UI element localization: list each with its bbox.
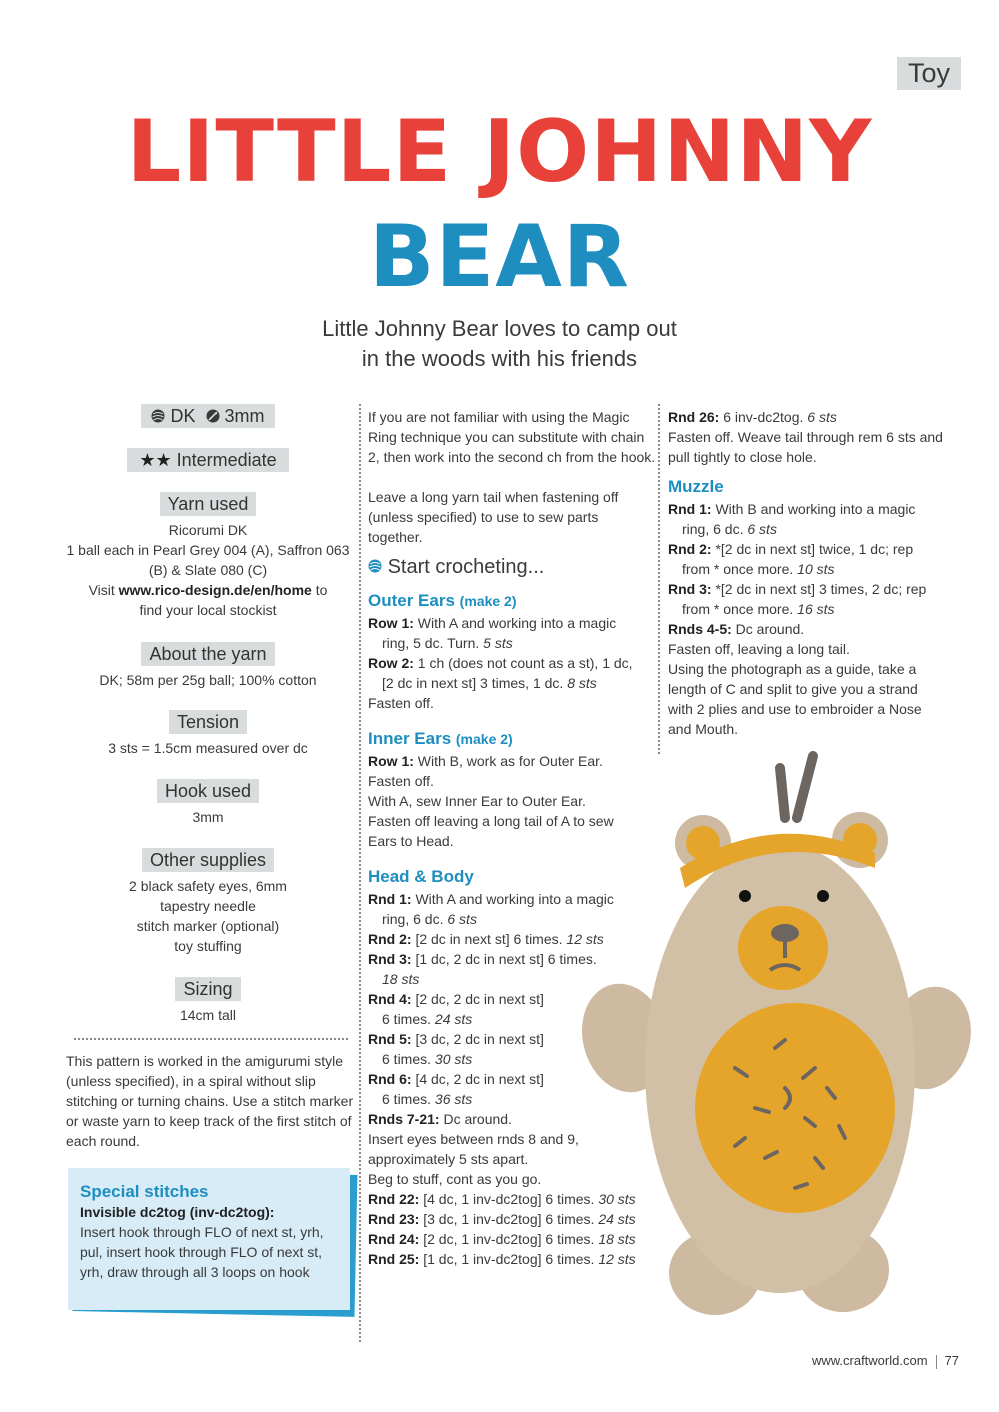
instruction-row: Beg to stuff, cont as you go.	[368, 1171, 542, 1187]
instruction-row: Rnds 7-21: Dc around.	[368, 1111, 512, 1127]
page-title-line1: LITTLE JOHNNY	[126, 102, 873, 202]
hook-icon	[206, 409, 220, 423]
muzzle-heading: Muzzle	[668, 477, 724, 496]
subtitle-line1: Little Johnny Bear loves to camp out	[322, 316, 677, 341]
sizing-text: 14cm tall	[179, 1007, 237, 1023]
instruction-row: Rnd 26: 6 inv-dc2tog. 6 sts	[668, 409, 837, 425]
stockist-line2: find your local stockist	[139, 602, 277, 618]
instruction-row: Rnd 1: With B and working into a magic	[668, 501, 916, 517]
instruction-row: ring, 5 dc. Turn. 5 sts	[382, 635, 513, 651]
page-title-line2: BEAR	[368, 207, 631, 307]
tail-note: Leave a long yarn tail when fastening off (unless specified) to use to sew parts together.	[368, 489, 619, 545]
hook-used-section	[60, 779, 356, 827]
spec-yarn-hook	[60, 404, 356, 428]
instruction-row: Rnd 24: [2 dc, 1 inv-dc2tog] 6 times. 18 sts	[368, 1231, 636, 1247]
other-supplies-heading: Other supplies	[142, 848, 274, 872]
stockist-line: Visit www.rico-design.de/en/home to	[88, 582, 328, 598]
stitch-description: Insert hook through FLO of next st, yrh, pul, insert hook through FLO of next st, yrh, draw through all 3 loops on hook	[80, 1224, 324, 1280]
instruction-row: Rnd 3: *[2 dc in next st] 3 times, 2 dc; rep	[668, 581, 927, 597]
intro-text: This pattern is worked in the amigurumi style (unless specified), in a spiral without slip stitching or turning chains. Use a stitch marker or waste yarn to keep track of the first stitch of each round.	[66, 1053, 354, 1149]
category-tag: Toy	[897, 57, 961, 90]
instruction-row: Rnd 23: [3 dc, 1 inv-dc2tog] 6 times. 24 sts	[368, 1211, 636, 1227]
rico-link[interactable]: www.rico-design.de/en/home	[118, 582, 312, 598]
instruction-row: ring, 6 dc. 6 sts	[382, 911, 477, 927]
subtitle	[0, 314, 999, 374]
column-divider	[359, 404, 361, 1342]
yarn-ball-icon	[151, 409, 165, 423]
left-column	[60, 400, 356, 1300]
instruction-row: Rnd 5: [3 dc, 2 dc in next st]	[368, 1031, 544, 1047]
instruction-row: Rnds 4-5: Dc around.	[668, 621, 805, 637]
instruction-row: Fasten off, leaving a long tail.	[668, 641, 850, 657]
hook-used-heading: Hook used	[157, 779, 259, 803]
sizing-heading: Sizing	[175, 977, 240, 1001]
instruction-row: from * once more. 10 sts	[682, 561, 835, 577]
instruction-row: Using the photograph as a guide, take a	[668, 661, 917, 677]
yarn-line: Ricorumi DK	[168, 522, 248, 538]
instruction-row: 6 times. 24 sts	[382, 1011, 473, 1027]
yarn-line: 1 ball each in Pearl Grey 004 (A), Saffron 063	[66, 542, 350, 558]
instruction-row: Rnd 2: *[2 dc in next st] twice, 1 dc; rep	[668, 541, 914, 557]
instruction-row: approximately 5 sts apart.	[368, 1151, 529, 1167]
magic-ring-note: If you are not familiar with using the Magic Ring technique you can substitute with chain 2, then work into the second ch from the hook.	[368, 409, 656, 465]
site-url[interactable]: www.craftworld.com	[811, 1353, 928, 1368]
instruction-row: Rnd 22: [4 dc, 1 inv-dc2tog] 6 times. 30 sts	[368, 1191, 636, 1207]
supply-item: tapestry needle	[160, 898, 256, 914]
instruction-row: from * once more. 16 sts	[682, 601, 835, 617]
supply-item: 2 black safety eyes, 6mm	[129, 878, 287, 894]
instruction-row: Row 1: With A and working into a magic	[368, 615, 617, 631]
hook-used-text: 3mm	[192, 809, 224, 825]
other-supplies-section	[60, 848, 356, 956]
yarn-weight: DK	[170, 406, 196, 426]
difficulty-label: Intermediate	[176, 450, 277, 470]
yarn-used-section	[60, 492, 356, 620]
instruction-row: ring, 6 dc. 6 sts	[682, 521, 777, 537]
yarn-line: (B) & Slate 080 (C)	[148, 562, 268, 578]
tension-heading: Tension	[169, 710, 247, 734]
tension-section	[60, 710, 356, 758]
right-column	[668, 407, 968, 739]
instruction-row: Row 1: With B, work as for Outer Ear.	[368, 753, 603, 769]
instruction-row: Rnd 2: [2 dc in next st] 6 times. 12 sts	[368, 931, 604, 947]
spec-difficulty	[60, 448, 356, 472]
instruction-row: 6 times. 30 sts	[382, 1051, 473, 1067]
instruction-row: Rnd 25: [1 dc, 1 inv-dc2tog] 6 times. 12 sts	[368, 1251, 636, 1267]
column-divider	[658, 404, 660, 754]
instruction-row: Fasten off leaving a long tail of A to sew	[368, 813, 614, 829]
instruction-row: pull tightly to close hole.	[668, 449, 817, 465]
instruction-row: length of C and split to give you a strand	[668, 681, 918, 697]
about-yarn-section	[60, 642, 356, 690]
about-yarn-text: DK; 58m per 25g ball; 100% cotton	[99, 672, 317, 688]
head-body-heading: Head & Body	[368, 867, 474, 886]
instruction-row: and Mouth.	[668, 721, 739, 737]
tension-text: 3 sts = 1.5cm measured over dc	[108, 740, 308, 756]
special-stitches-box	[68, 1168, 350, 1310]
yarn-ball-icon	[368, 559, 382, 573]
difficulty-stars: ★★	[139, 450, 172, 470]
instruction-row: [2 dc in next st] 3 times, 1 dc. 8 sts	[382, 675, 597, 691]
start-heading: Start crocheting...	[368, 553, 656, 581]
instruction-row: Rnd 4: [2 dc, 2 dc in next st]	[368, 991, 544, 1007]
outer-ears-heading: Outer Ears (make 2)	[368, 591, 517, 610]
instruction-row: Row 2: 1 ch (does not count as a st), 1 dc,	[368, 655, 633, 671]
instruction-row: Fasten off.	[368, 695, 434, 711]
instruction-row: With A, sew Inner Ear to Outer Ear.	[368, 793, 586, 809]
instruction-row: Fasten off. Weave tail through rem 6 sts and	[668, 429, 943, 445]
subtitle-line2: in the woods with his friends	[361, 346, 638, 371]
sizing-section	[60, 977, 356, 1025]
instruction-row: Rnd 3: [1 dc, 2 dc in next st] 6 times.	[368, 951, 597, 967]
instruction-row: with 2 plies and use to embroider a Nose	[668, 701, 922, 717]
instruction-row: 6 times. 36 sts	[382, 1091, 473, 1107]
instruction-row: 18 sts	[382, 971, 420, 987]
page-footer	[812, 1353, 959, 1369]
inner-ears-heading: Inner Ears (make 2)	[368, 729, 513, 748]
supply-item: stitch marker (optional)	[136, 918, 280, 934]
about-yarn-heading: About the yarn	[141, 642, 274, 666]
instruction-row: Ears to Head.	[368, 833, 454, 849]
stitch-name: Invisible dc2tog (inv-dc2tog):	[80, 1204, 275, 1220]
divider	[74, 1038, 348, 1040]
hook-size: 3mm	[224, 406, 265, 426]
instruction-row: Rnd 1: With A and working into a magic	[368, 891, 614, 907]
crochet-bear-photo	[575, 748, 975, 1348]
instruction-row: Insert eyes between rnds 8 and 9,	[368, 1131, 579, 1147]
special-stitches-heading: Special stitches	[80, 1182, 209, 1201]
supply-item: toy stuffing	[174, 938, 242, 954]
yarn-used-heading: Yarn used	[160, 492, 257, 516]
instruction-row: Rnd 6: [4 dc, 2 dc in next st]	[368, 1071, 544, 1087]
instruction-row: Fasten off.	[368, 773, 434, 789]
page-number: 77	[944, 1353, 959, 1368]
